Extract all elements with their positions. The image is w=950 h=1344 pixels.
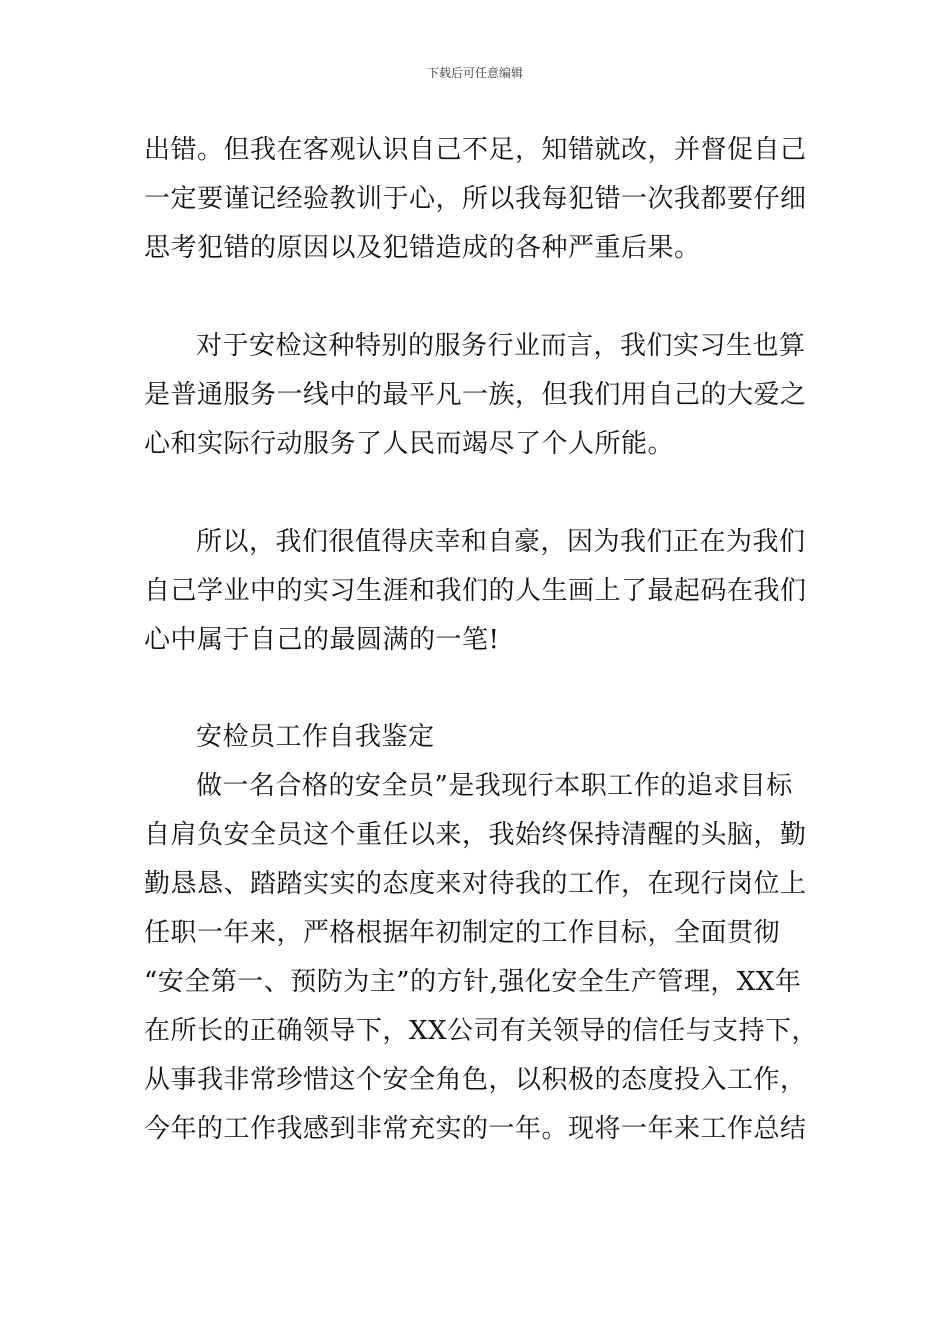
page-header: 下载后可任意编辑: [426, 66, 523, 80]
text-line: 一定要谨记经验教训于心，所以我每犯错一次我都要仔细: [144, 184, 807, 214]
paragraph: [144, 762, 819, 1154]
text-line: 勤恳恳、踏踏实实的态度来对待我的工作，在现行岗位上: [144, 869, 807, 899]
text-line: 出错。但我在客观认识自己不足，知错就改，并督促自己: [144, 135, 807, 165]
heading-text: 安检员工作自我鉴定: [196, 722, 435, 752]
text-line: 思考犯错的原因以及犯错造成的各种严重后果。: [144, 233, 701, 263]
text-line: 心和实际行动服务了人民而竭尽了个人所能。: [144, 429, 675, 459]
section-heading: [144, 713, 810, 762]
text-line: 自肩负安全员这个重任以来，我始终保持清醒的头脑，勤: [144, 820, 807, 850]
paragraph: [144, 322, 810, 469]
paragraph-spacer: [144, 273, 810, 322]
text-line: 从事我非常珍惜这个安全角色，以积极的态度投入工作，: [144, 1065, 807, 1095]
paragraph: [144, 518, 810, 665]
text-line: 任职一年来，严格根据年初制定的工作目标，全面贯彻: [144, 918, 781, 948]
text-line: 在所长的正确领导下，XX公司有关领导的信任与支持下，: [144, 1016, 819, 1046]
text-line: 做一名合格的安全员”是我现行本职工作的追求目标: [196, 771, 793, 801]
text-line: 所以，我们很值得庆幸和自豪，因为我们正在为我们: [196, 527, 806, 557]
text-line: 心中属于自己的最圆满的一笔!: [144, 625, 500, 655]
text-line: 是普通服务一线中的最平凡一族，但我们用自己的大爱之: [144, 380, 807, 410]
paragraph: [144, 126, 810, 273]
text-line: 自己学业中的实习生涯和我们的人生画上了最起码在我们: [144, 576, 807, 606]
document-body: [144, 126, 819, 1154]
paragraph-spacer: [144, 665, 810, 713]
text-line: 对于安检这种特别的服务行业而言，我们实习生也算: [196, 331, 806, 361]
text-line: 今年的工作我感到非常充实的一年。现将一年来工作总结: [144, 1114, 807, 1144]
paragraph-spacer: [144, 469, 810, 518]
text-line: “安全第一、预防为主”的方针,强化安全生产管理，XX年: [144, 967, 802, 997]
